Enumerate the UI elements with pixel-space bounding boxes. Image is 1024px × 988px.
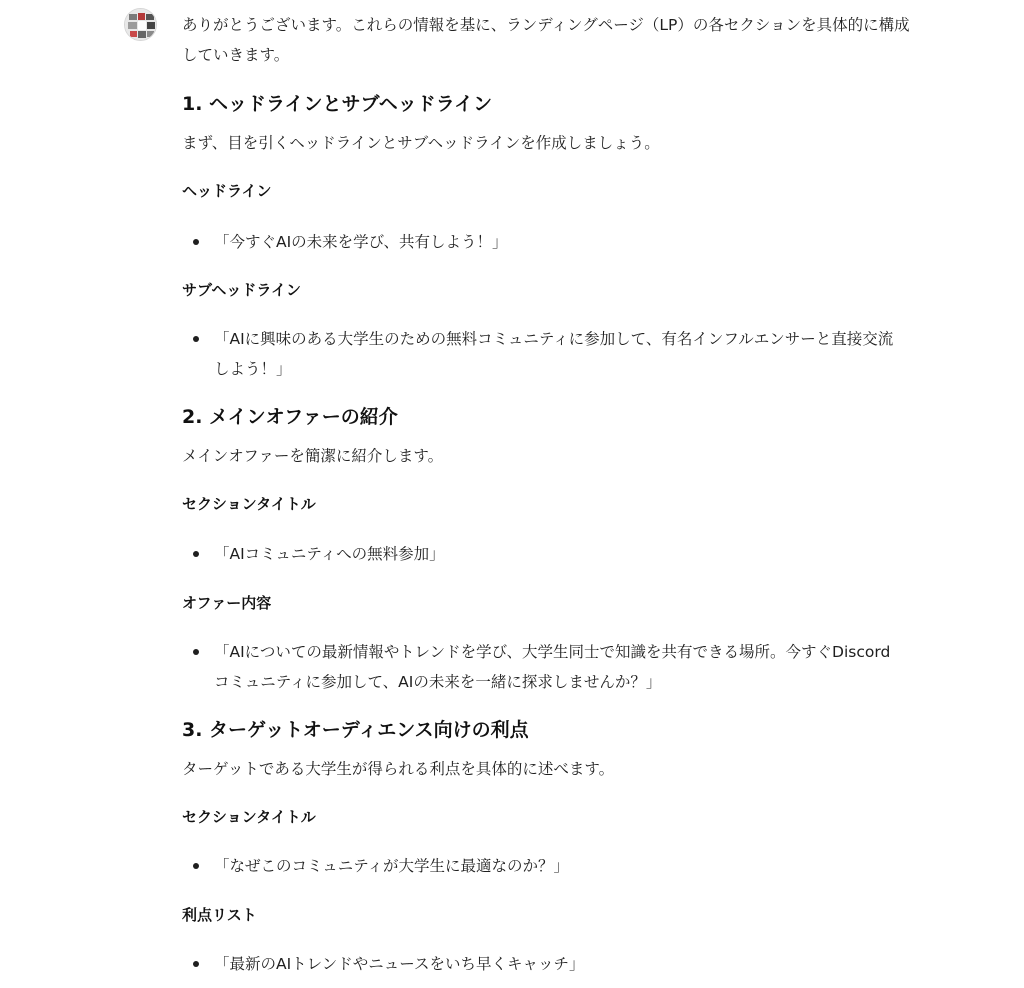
subsection-title-section-title: セクションタイトル [182,808,316,826]
bullet-icon [193,863,199,869]
section-heading-2: 2. メインオファーの紹介 [182,406,398,428]
bullet-icon [193,336,199,342]
section-description-1: まず、目を引くヘッドラインとサブヘッドラインを作成しましょう。 [182,134,660,152]
subsection-title-offer-content: オファー内容 [182,594,272,612]
list-item [182,539,902,569]
bullet-icon [193,649,199,655]
list-item-text: 「AIについての最新情報やトレンドを学び、大学生同士で知識を共有できる場所。今すぐDiscordコミュニティに参加して、AIの未来を一緒に探求しませんか？」 [214,643,891,691]
subsection-title-section-title: セクションタイトル [182,495,316,513]
subsection-title-headline: ヘッドライン [182,182,272,200]
list-item-text: 「AIに興味のある大学生のための無料コミュニティに参加して、有名インフルエンサーと直接交流しよう！」 [214,330,894,378]
section-heading-3: 3. ターゲットオーディエンス向けの利点 [182,719,529,741]
list-item-text: 「なぜこのコミュニティが大学生に最適なのか？」 [214,857,569,875]
subsection-title-subheadline: サブヘッドライン [182,281,301,299]
list-item [182,637,902,697]
list-item [182,851,902,881]
list-item-text: 「今すぐAIの未来を学び、共有しよう！」 [214,233,508,251]
list-item-text: 「最新のAIトレンドやニュースをいち早くキャッチ」 [214,955,585,973]
user-avatar-icon [124,8,157,41]
bullet-icon [193,239,199,245]
intro-text: ありがとうございます。これらの情報を基に、ランディングページ（LP）の各セクションを具体的に構成していきます。 [182,16,910,64]
section-heading-1: 1. ヘッドラインとサブヘッドライン [182,93,493,115]
section-description-3: ターゲットである大学生が得られる利点を具体的に述べます。 [182,760,615,778]
section-description-2: メインオファーを簡潔に紹介します。 [182,447,444,465]
list-item-text: 「AIコミュニティへの無料参加」 [214,545,445,563]
list-item [182,949,902,979]
subsection-title-benefits-list: 利点リスト [182,906,257,924]
list-item [182,227,902,257]
bullet-icon [193,961,199,967]
list-item [182,324,902,384]
bullet-icon [193,551,199,557]
